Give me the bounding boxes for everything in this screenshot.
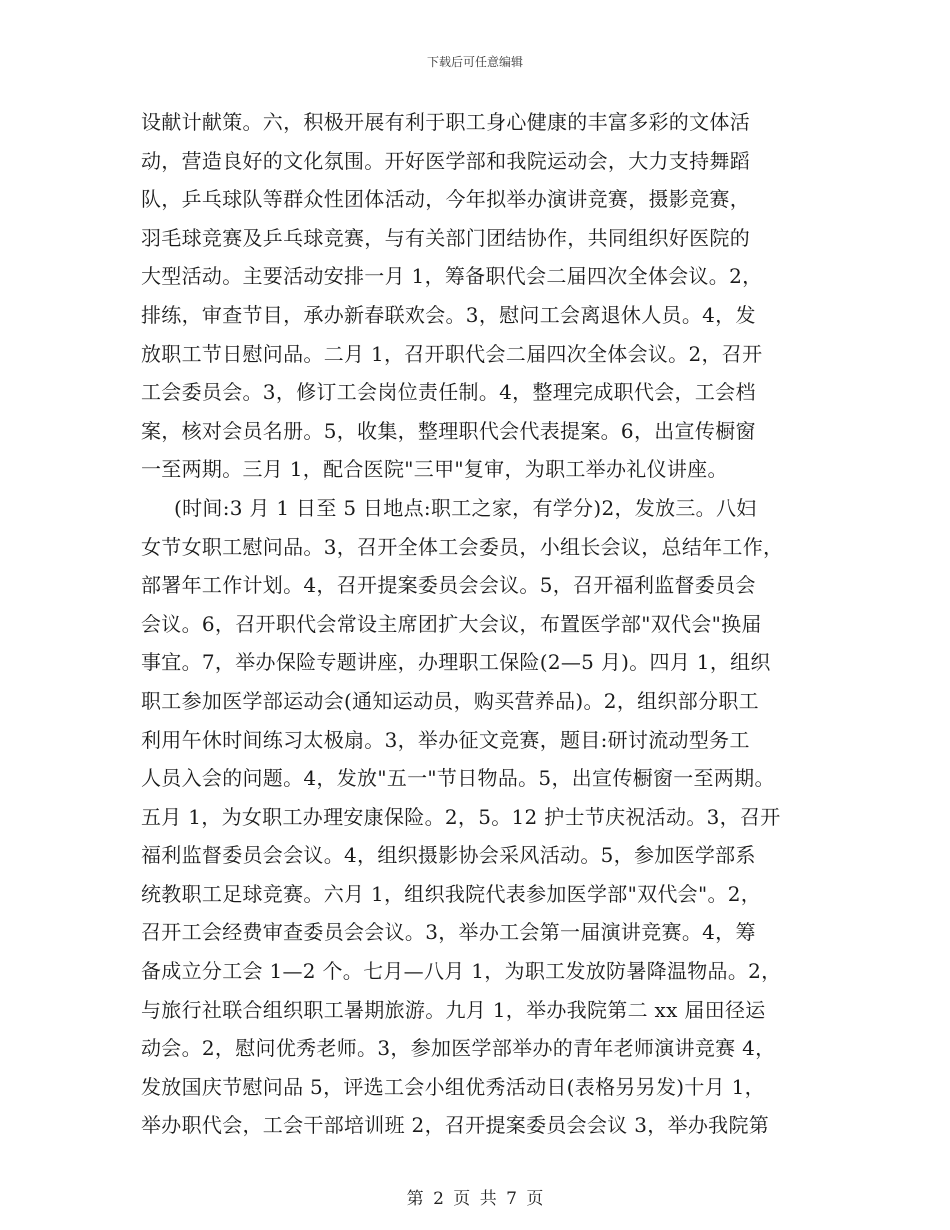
page-header: 下载后可任意编辑 (426, 55, 523, 69)
text-line: 动会。2，慰问优秀老师。3，参加医学部举办的青年老师演讲竞赛 4， (141, 1036, 776, 1061)
text-line: 羽毛球竞赛及乒乓球竞赛，与有关部门团结协作，共同组织好医院的 (141, 225, 750, 250)
text-line: 大型活动。主要活动安排一月 1，筹备职代会二届四次全体会议。2， (141, 264, 763, 289)
text-line: 统教职工足球竞赛。六月 1，组织我院代表参加医学部"双代会"。2， (141, 881, 762, 906)
text-line: 发放国庆节慰问品 5，评选工会小组优秀活动日(表格另另发)十月 1， (141, 1074, 765, 1099)
text-line: 与旅行社联合组织职工暑期旅游。九月 1，举办我院第二 xx 届田径运 (141, 997, 766, 1022)
text-line: 部署年工作计划。4，召开提案委员会会议。5，召开福利监督委员会 (141, 573, 756, 598)
text-line: 案，核对会员名册。5，收集，整理职代会代表提案。6，出宣传橱窗 (141, 418, 756, 443)
text-line: 人员入会的问题。4，发放"五一"节日物品。5，出宣传橱窗一至两期。 (141, 766, 775, 791)
document-body (141, 103, 809, 1145)
text-line: 召开工会经费审查委员会会议。3，举办工会第一届演讲竞赛。4，筹 (141, 920, 756, 945)
text-line: 放职工节日慰问品。二月 1，召开职代会二届四次全体会议。2，召开 (141, 341, 763, 366)
page-number-footer: 第 2 页 共 7 页 (406, 1189, 544, 1209)
text-line: 会议。6，召开职代会常设主席团扩大会议，布置医学部"双代会"换届 (141, 611, 762, 636)
text-line: 利用午休时间练习太极扇。3，举办征文竞赛，题目:研讨流动型务工 (141, 727, 750, 752)
text-line: 动，营造良好的文化氛围。开好医学部和我院运动会，大力支持舞蹈 (141, 148, 750, 173)
text-line: 事宜。7，举办保险专题讲座，办理职工保险(2—5 月)。四月 1，组织 (141, 650, 771, 675)
text-line: 队，乒乓球队等群众性团体活动，今年拟举办演讲竞赛，摄影竞赛， (141, 187, 750, 212)
text-line: 备成立分工会 1—2 个。七月—八月 1，为职工发放防暑降温物品。2， (141, 959, 782, 984)
text-line: 设献计献策。六，积极开展有利于职工身心健康的丰富多彩的文体活 (141, 110, 750, 134)
text-line: 女节女职工慰问品。3，召开全体工会委员，小组长会议，总结年工作， (141, 534, 784, 559)
text-line: 排练，审查节目，承办新春联欢会。3，慰问工会离退休人员。4，发 (141, 302, 756, 327)
text-line: 一至两期。三月 1，配合医院"三甲"复审，为职工举办礼仪讲座。 (141, 457, 728, 482)
paragraph-start-line: (时间:3 月 1 日至 5 日地点:职工之家，有学分)2，发放三。八妇 (174, 495, 757, 520)
text-line: 五月 1，为女职工办理安康保险。2，5。12 护士节庆祝活动。3，召开 (141, 804, 781, 829)
text-line: 福利监督委员会会议。4，组织摄影协会采风活动。5，参加医学部系 (141, 843, 756, 868)
text-line: 举办职代会，工会干部培训班 2，召开提案委员会会议 3，举办我院第 (141, 1113, 770, 1138)
text-line: 工会委员会。3，修订工会岗位责任制。4，整理完成职代会，工会档 (141, 380, 756, 405)
text-line: 职工参加医学部运动会(通知运动员，购买营养品)。2，组织部分职工 (141, 688, 759, 713)
